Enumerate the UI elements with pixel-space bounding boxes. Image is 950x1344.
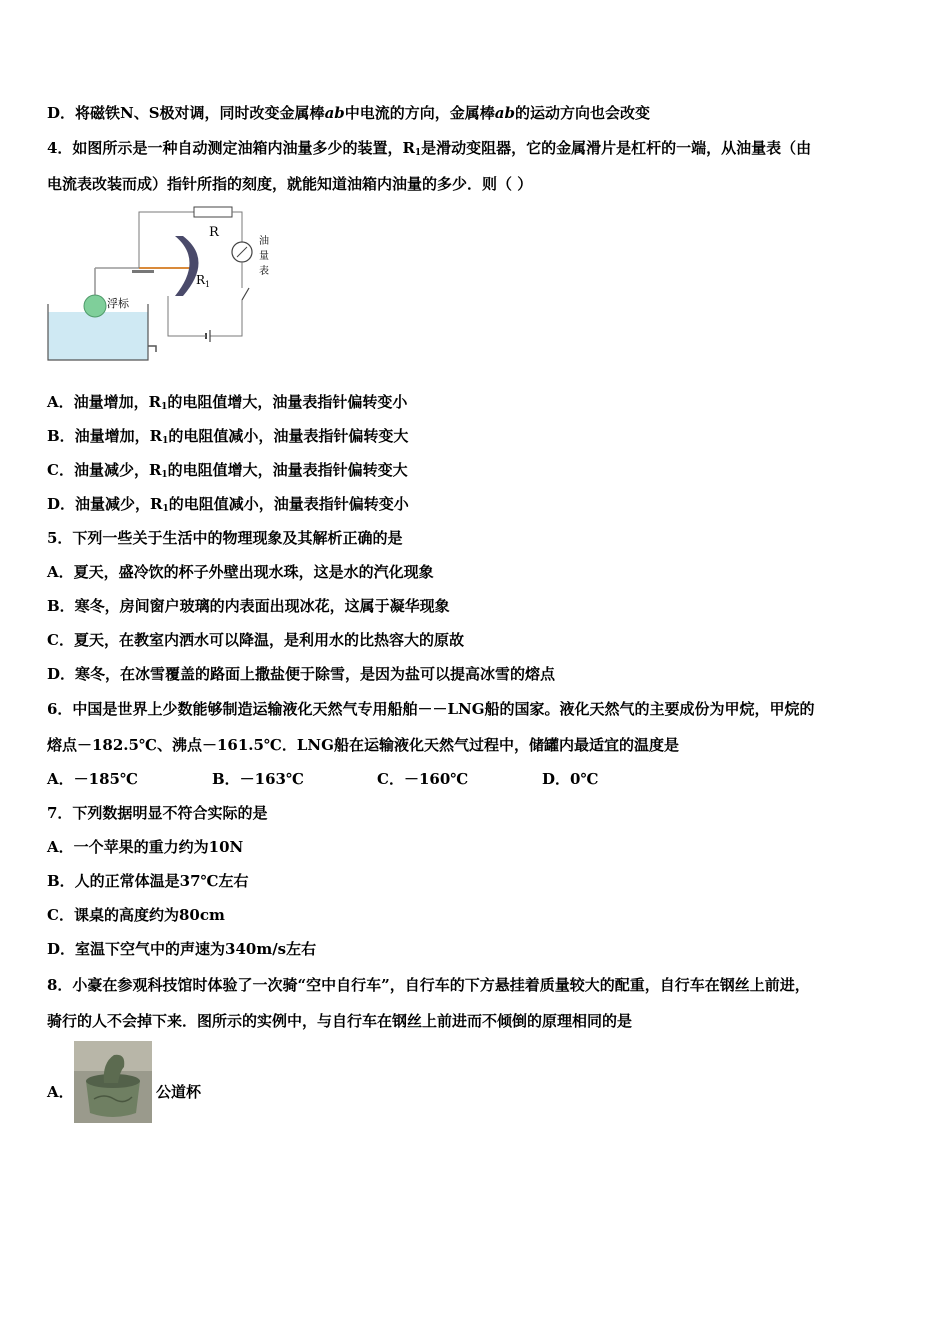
q4-option-b-sub: 1 [162, 436, 169, 446]
q4-stem-sub: 1 [414, 148, 422, 158]
lever-pivot [132, 270, 154, 273]
label-meter-3: 表 [259, 266, 269, 277]
float-ball [84, 295, 106, 317]
q6-option-c: C．－160℃ [377, 770, 469, 788]
q4-option-d-sub: 1 [162, 504, 169, 514]
gongdao-cup-photo [74, 1041, 152, 1123]
q4-stem-b: 是滑动变阻器，它的金属滑片是杠杆的一端，从油量表（由 [421, 139, 812, 157]
q7-option-d: D．室温下空气中的声速为340m/s左右 [47, 940, 317, 958]
label-float: 浮标 [107, 297, 129, 310]
q3-option-d-text-a: D．将磁铁N、S极对调，同时改变金属棒 [47, 104, 325, 122]
q4-option-c-text: C．油量减少，R [47, 461, 162, 479]
q4-option-d-text: D．油量减少，R [47, 495, 163, 513]
q3-option-d-ab2: ab [494, 104, 516, 122]
q8-stem-line2: 骑行的人不会掉下来．图所示的实例中，与自行车在钢丝上前进而不倾倒的原理相同的是 [47, 1012, 633, 1030]
q4-option-a [47, 392, 407, 417]
q6-option-a: A．－185℃ [47, 770, 138, 788]
resistor-r [194, 207, 232, 217]
q4-stem-line2 [47, 174, 532, 194]
wire-bottom-right [210, 300, 242, 336]
label-meter-1: 油 [259, 236, 269, 247]
tank-water [48, 312, 148, 360]
rheostat-r1 [175, 236, 199, 296]
q4-stem-2: 电流表改装而成）指针所指的刻度，就能知道油箱内油量的多少．则（ ） [47, 175, 533, 193]
q8-stem-line1: 8．小豪在参观科技馆时体验了一次骑“空中自行车”，自行车的下方悬挂着质量较大的配重，自行车在钢丝上前进， [47, 976, 810, 994]
q6-stem-line1: 6．中国是世界上少数能够制造运输液化天然气专用船舶－－LNG船的国家。液化天然气的主要成份为甲烷，甲烷的 [47, 700, 815, 718]
q8-option-a-label: A． [47, 1083, 74, 1101]
q4-stem-line1 [47, 138, 811, 163]
switch [242, 288, 249, 300]
q4-option-a-rest: 的电阻值增大，油量表指针偏转变小 [167, 393, 408, 411]
q4-option-d [47, 494, 409, 519]
q3-option-d-text-b: 中电流的方向，金属棒 [344, 104, 495, 122]
label-meter-2: 量 [259, 251, 269, 262]
q4-option-b-rest: 的电阻值减小，油量表指针偏转变大 [168, 427, 409, 445]
oil-gauge-circuit-diagram [44, 200, 279, 370]
q3-option-d [47, 103, 650, 123]
q3-option-d-text-c: 的运动方向也会改变 [515, 104, 651, 122]
q6-option-d: D．0℃ [542, 770, 599, 788]
q4-option-c-rest: 的电阻值增大，油量表指针偏转变大 [167, 461, 408, 479]
q7-option-b: B．人的正常体温是37℃左右 [47, 872, 249, 890]
q4-option-a-sub: 1 [161, 402, 168, 412]
q6-stem-line2: 熔点－182.5℃、沸点－161.5℃．LNG船在运输液化天然气过程中，储罐内最适宜的温度是 [47, 736, 679, 754]
q5-stem: 5．下列一些关于生活中的物理现象及其解析正确的是 [47, 529, 403, 547]
q7-stem: 7．下列数据明显不符合实际的是 [47, 804, 268, 822]
q4-option-b [47, 426, 408, 451]
q5-option-c: C．夏天，在教室内洒水可以降温，是利用水的比热容大的原故 [47, 631, 464, 649]
q4-option-d-rest: 的电阻值减小，油量表指针偏转变小 [168, 495, 409, 513]
q4-option-a-text: A．油量增加，R [47, 393, 162, 411]
label-r: R [209, 225, 219, 240]
q8-option-a-caption: 公道杯 [156, 1083, 202, 1101]
label-r1: $R_1$ [196, 273, 211, 289]
q4-option-b-text: B．油量增加，R [47, 427, 163, 445]
q5-option-a: A．夏天，盛冷饮的杯子外壁出现水珠，这是水的汽化现象 [47, 563, 434, 581]
q3-option-d-ab1: ab [324, 104, 345, 122]
q7-option-a: A．一个苹果的重力约为10N [47, 838, 244, 856]
wire-right [232, 212, 242, 242]
tank-faucet [148, 346, 156, 352]
wire-bottom-left [168, 296, 206, 336]
q4-stem-a: 4．如图所示是一种自动测定油箱内油量多少的装置，R [47, 139, 415, 157]
q5-option-b: B．寒冬，房间窗户玻璃的内表面出现冰花，这属于凝华现象 [47, 597, 450, 615]
q6-options [47, 769, 598, 789]
q5-option-d: D．寒冬，在冰雪覆盖的路面上撒盐便于除雪，是因为盐可以提高冰雪的熔点 [47, 665, 556, 683]
q4-option-c-sub: 1 [161, 470, 168, 480]
q6-option-b: B．－163℃ [212, 770, 304, 788]
q7-option-c: C．课桌的高度约为80cm [47, 906, 225, 924]
q4-option-c [47, 460, 408, 485]
